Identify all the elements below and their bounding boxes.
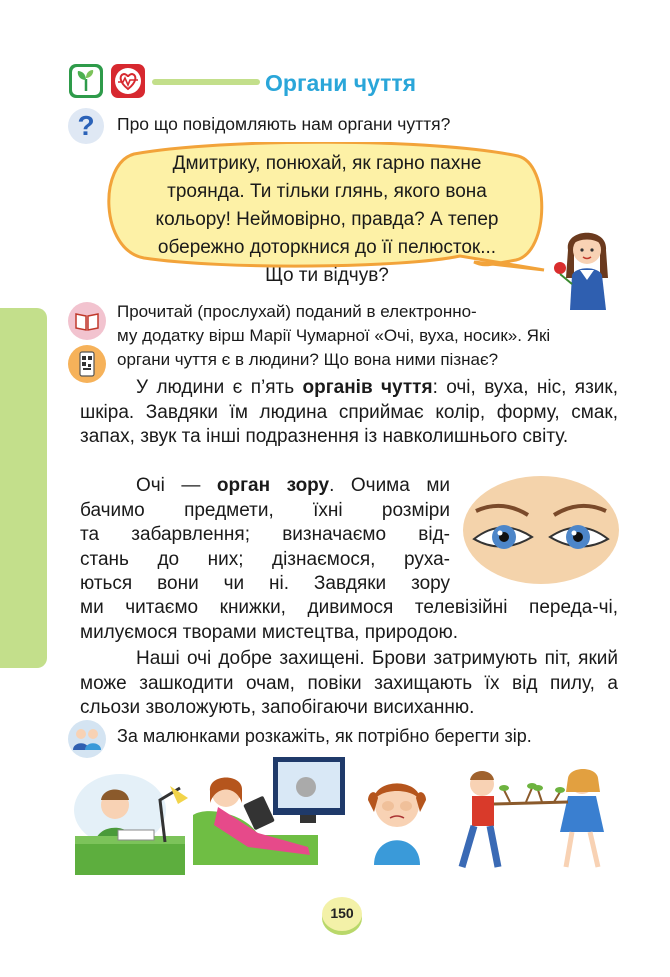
bubble-line: кольору! Неймовірно, правда? А тепер xyxy=(155,209,499,230)
side-tab xyxy=(0,308,47,668)
page-number: 150 xyxy=(322,897,362,931)
read-task-line: му додатку вірш Марії Чумарної «Очі, вуха, носик». Які xyxy=(117,326,551,345)
book-icon xyxy=(68,302,106,340)
paragraph-text: . Очима ми xyxy=(329,475,450,496)
speech-bubble-text xyxy=(120,150,534,290)
girl-with-rose-illustration xyxy=(550,220,625,310)
children-with-branch-illustration xyxy=(440,762,615,877)
header-rule xyxy=(152,79,260,85)
paragraph-text: : очі, вуха, ніс, язик, шкіра. Завдяки їм людина сприймає колір, форму, смак, запах, звук та інші подразнення із навколишнього світу. xyxy=(80,377,618,447)
bubble-line: Дмитрику, понюхай, як гарно пахне xyxy=(172,153,482,174)
child-rubbing-eyes-illustration xyxy=(360,770,435,865)
bubble-line: Що ти відчув? xyxy=(265,265,389,286)
bold-term: органів чуття xyxy=(302,377,433,398)
two-people-icon xyxy=(68,720,106,758)
paragraph-senses xyxy=(80,376,618,450)
question-text: Про що повідомляють нам органи чуття? xyxy=(117,114,451,134)
page-title: Органи чуття xyxy=(265,70,417,96)
girl-with-tablet-illustration xyxy=(188,755,353,875)
read-task-line: Прочитай (прослухай) поданий в електронно- xyxy=(117,302,477,321)
paragraph-eyes-rest: ми читаємо книжки, дивимося телевізійні переда-чі, милуємося творами мистецтва, природою. xyxy=(80,597,618,643)
bubble-line: обережно доторкнися до її пелюсток... xyxy=(157,237,497,258)
heart-pulse-icon xyxy=(111,64,145,98)
question-mark-icon: ? xyxy=(68,108,104,144)
bubble-line: троянда. Ти тільки глянь, якого вона xyxy=(167,181,487,202)
paragraph-text: У людини є п’ять xyxy=(136,377,303,398)
child-reading-at-desk-illustration xyxy=(70,770,190,875)
paragraph-line: стань до них; дізнаємося, руха- xyxy=(80,548,450,570)
read-task-line: органи чуття є в людини? Що вона ними пізнає? xyxy=(117,350,499,369)
paragraph-line: та забарвлення; визначаємо від- xyxy=(80,524,450,545)
paragraph-protection: Наші очі добре захищені. Брови затримують піт, який може зашкодити очам, повіки захищають їх від пилу, а сльози зволожують, запобігаючи висиханню. xyxy=(80,648,618,718)
bold-term: орган зору xyxy=(216,475,330,496)
paragraph-line: бачимо предмети, їхні розміри xyxy=(80,499,450,521)
eyes-illustration xyxy=(462,475,620,585)
paragraph-text: Очі — xyxy=(136,475,217,496)
paragraph-eyes-narrow xyxy=(80,474,450,597)
read-task-text xyxy=(117,300,619,372)
task-text: За малюнками розкажіть, як потрібно берегти зір. xyxy=(117,726,532,746)
paragraph-line: ються вони чи ні. Завдяки зору xyxy=(80,573,450,594)
sprout-icon xyxy=(69,64,103,98)
paragraph-line xyxy=(80,474,450,499)
